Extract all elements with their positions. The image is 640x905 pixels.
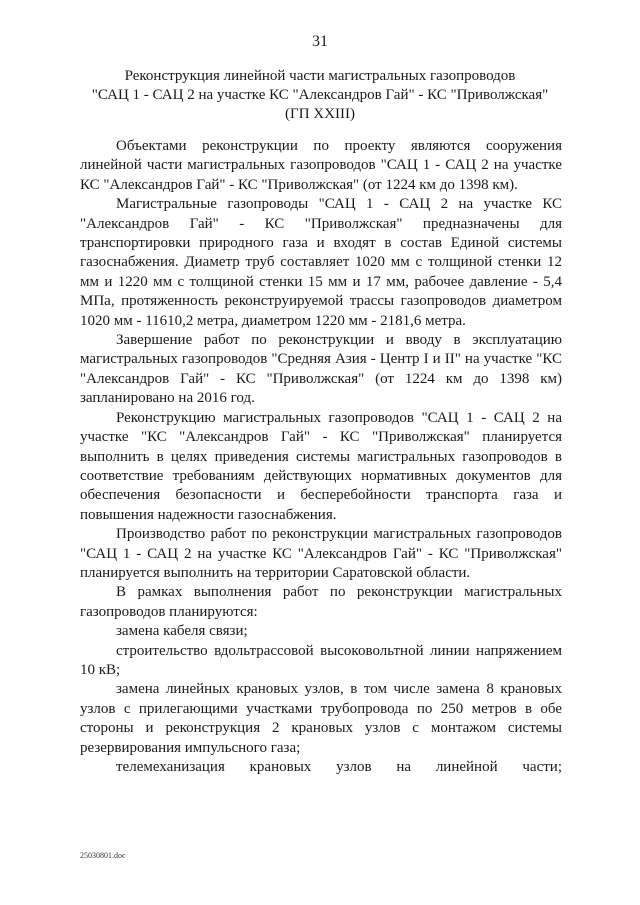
heading-line-1: Реконструкция линейной части магистральных газопроводов [124, 68, 516, 84]
list-item-cable: замена кабеля связи; [116, 623, 248, 640]
paragraph-objects: Объектами реконструкции по проекту являются сооружения линейной части магистральных газопроводов "САЦ 1 - САЦ 2 на участке КС "Александров Гай" - КС "Приволжская" (от 1224 км до 1398 км). [80, 138, 562, 193]
section-heading [80, 67, 560, 124]
paragraph-purpose: Реконструкцию магистральных газопроводов "САЦ 1 - САЦ 2 на участке "КС "Александров Гай" - КС "Приволжская" планируется выполнить в целях приведения системы магистральных газопроводов в соответствие требованиям действующих нормативных документов для обеспечения безопасности и бесперебойности транспорта газа и повышения надежности газоснабжения. [80, 409, 562, 523]
document-filename: 25030801.doc [80, 851, 126, 860]
list-item-power-line: строительство вдольтрассовой высоковольтной линии напряжением 10 кВ; [80, 642, 562, 678]
paragraph-territory: Производство работ по реконструкции магистральных газопроводов "САЦ 1 - САЦ 2 на участке КС "Александров Гай" - КС "Приволжская" планируется выполнить на территории Саратовской области. [80, 526, 562, 581]
heading-line-3: (ГП XXIII) [285, 106, 355, 122]
heading-line-2: "САЦ 1 - САЦ 2 на участке КС "Александров Гай" - КС "Приволжская" [91, 87, 549, 103]
list-item-telemechanics: телемеханизация крановых узлов на линейной части; [116, 759, 562, 775]
page-number: 31 [312, 33, 328, 50]
paragraph-completion: Завершение работ по реконструкции и вводу в эксплуатацию магистральных газопроводов "Средняя Азия - Центр I и II" на участке "КС "Александров Гай" - КС "Приволжская" (от 1224 км до 1398 км) запланировано на 2016 год. [80, 332, 562, 407]
document-body [80, 137, 562, 777]
paragraph-planned-works: В рамках выполнения работ по реконструкции магистральных газопроводов планируются: [80, 584, 562, 620]
list-item-valve-nodes: замена линейных крановых узлов, в том числе замена 8 крановых узлов с прилегающими участками трубопровода по 250 метров в обе стороны и реконструкция 2 крановых узлов с монтажом системы резервирования импульсного газа; [80, 681, 562, 756]
paragraph-pipelines: Магистральные газопроводы "САЦ 1 - САЦ 2 на участке КС "Александров Гай" - КС "Приволжская" предназначены для транспортировки природного газа и входят в состав Единой системы газоснабжения. Диаметр труб составляет 1020 мм с толщиной стенки 12 мм и 1220 мм с толщиной стенки 15 мм и 17 мм, рабочее давление - 5,4 МПа, протяженность реконструируемой трассы газопроводов диаметром 1020 мм - 11610,2 метра, диаметром 1220 мм - 2181,6 метра. [80, 196, 562, 329]
